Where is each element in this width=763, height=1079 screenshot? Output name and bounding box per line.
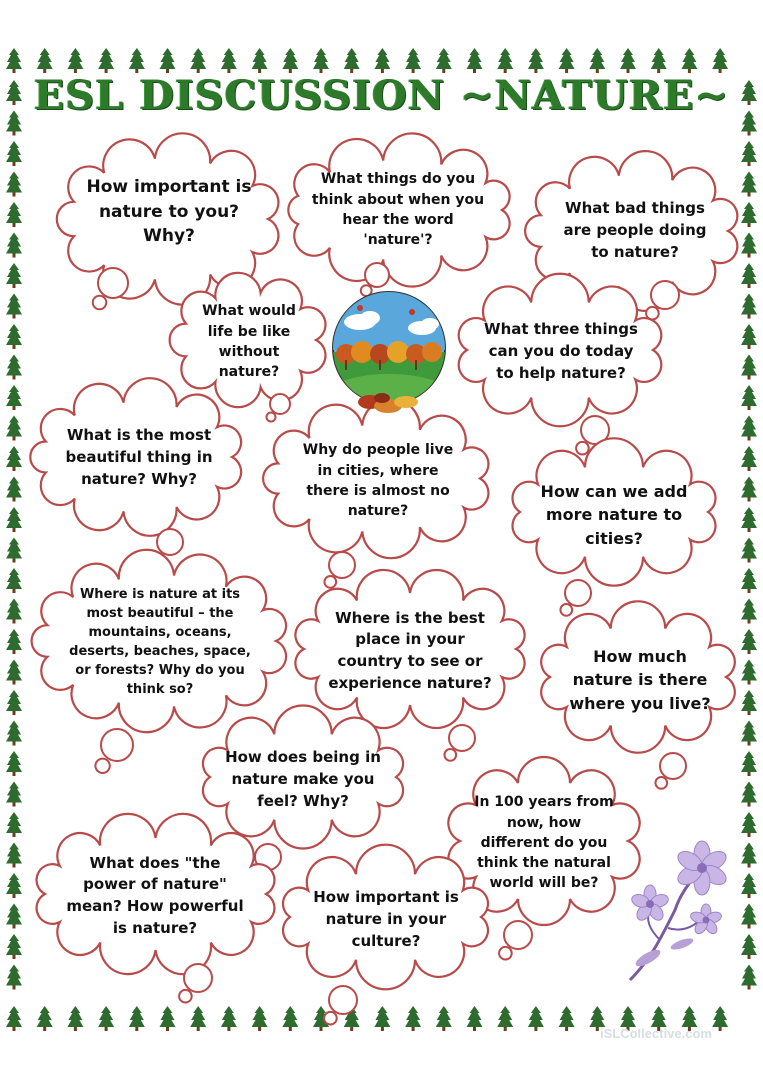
question-text: Where is nature at its most beautiful – the mountains, oceans, deserts, beaches, space, or forests? Why do you think so? (69, 587, 251, 697)
question-text: What bad things are people doing to nature? (563, 199, 707, 261)
pine-tree-icon (6, 568, 22, 593)
question-text: What would life be like without nature? (202, 303, 296, 381)
pine-tree-icon (741, 263, 757, 288)
nature-globe-icon (330, 290, 448, 415)
pine-tree-icon (741, 751, 757, 776)
pine-tree-icon (37, 1006, 53, 1031)
question-text: How important is nature to you? Why? (86, 177, 252, 247)
pine-tree-icon (6, 721, 22, 746)
pine-tree-icon (6, 507, 22, 532)
question-bubble-11 (538, 616, 738, 746)
question-text: How important is nature in your culture? (313, 888, 459, 950)
pine-tree-icon (741, 80, 757, 105)
question-bubble-15 (278, 862, 493, 980)
cloud-tail-large (101, 729, 133, 761)
pine-tree-icon (6, 965, 22, 990)
pine-tree-icon (6, 477, 22, 502)
pine-tree-icon (98, 1006, 114, 1031)
pine-tree-icon (497, 1006, 513, 1031)
pine-tree-icon (741, 324, 757, 349)
pine-tree-icon (528, 48, 544, 73)
cloud-tail-large (660, 753, 686, 779)
pine-tree-icon (6, 141, 22, 166)
pine-tree-icon (741, 782, 757, 807)
question-bubble-8 (508, 455, 720, 577)
pine-tree-icon (559, 48, 575, 73)
pine-tree-icon (6, 1006, 22, 1031)
pine-tree-icon (528, 1006, 544, 1031)
cloud-tail-small (95, 759, 109, 773)
pine-tree-icon (589, 48, 605, 73)
pine-tree-icon (6, 355, 22, 380)
pine-tree-icon (6, 843, 22, 868)
pine-tree-icon (436, 1006, 452, 1031)
pine-tree-icon (6, 172, 22, 197)
pine-tree-icon (6, 751, 22, 776)
cloud-tail-large (184, 964, 212, 992)
pine-tree-icon (282, 1006, 298, 1031)
pine-tree-icon (221, 48, 237, 73)
cloud-tail-large (449, 725, 475, 751)
question-text: Why do people live in cities, where there is almost no nature? (302, 442, 454, 520)
cloud-tail-small (560, 604, 572, 616)
pine-tree-icon (67, 1006, 83, 1031)
question-text: How does being in nature make you feel? Why? (225, 748, 381, 810)
pine-tree-icon (681, 48, 697, 73)
pine-tree-icon (741, 202, 757, 227)
pine-tree-icon (497, 48, 513, 73)
pine-tree-icon (129, 1006, 145, 1031)
cloud-tail-large (329, 552, 355, 578)
pine-tree-icon (6, 660, 22, 685)
pine-tree-icon (741, 721, 757, 746)
pine-tree-icon (741, 172, 757, 197)
pine-tree-icon (374, 1006, 390, 1031)
cloud-tail-small (324, 1012, 337, 1025)
question-text: What does "the power of nature" mean? How powerful is nature? (66, 853, 244, 937)
cloud-tail-large (504, 921, 532, 949)
cloud-tail-large (365, 263, 389, 287)
pine-tree-icon (252, 48, 268, 73)
question-bubble-14 (33, 828, 278, 968)
question-bubble-4 (170, 282, 328, 406)
pine-tree-icon (405, 48, 421, 73)
pine-tree-icon (6, 263, 22, 288)
pine-tree-icon (405, 1006, 421, 1031)
cloud-tail-small (93, 296, 107, 310)
pine-tree-icon (741, 416, 757, 441)
page-title: ESL DISCUSSION ~NATURE~ (33, 72, 730, 119)
question-bubble-7 (262, 415, 492, 550)
pine-tree-icon (651, 48, 667, 73)
pine-tree-icon (6, 416, 22, 441)
pine-tree-icon (712, 48, 728, 73)
pine-tree-icon (6, 629, 22, 654)
pine-tree-icon (741, 568, 757, 593)
cloud-tail-small (179, 990, 192, 1003)
question-text: What things do you think about when you hear the word 'nature'? (311, 171, 485, 249)
pine-tree-icon (6, 202, 22, 227)
question-bubble-9 (32, 565, 288, 725)
pine-tree-icon (741, 812, 757, 837)
question-text: How can we add more nature to cities? (540, 482, 688, 548)
pine-tree-icon (6, 812, 22, 837)
cloud-tail-small (499, 947, 512, 960)
pine-tree-icon (221, 1006, 237, 1031)
pine-tree-icon (436, 48, 452, 73)
pine-tree-icon (6, 904, 22, 929)
cloud-tail-large (329, 986, 357, 1014)
question-bubble-6 (30, 392, 244, 530)
pine-tree-icon (6, 873, 22, 898)
lilac-flower-icon (620, 840, 735, 985)
pine-tree-icon (467, 1006, 483, 1031)
pine-tree-icon (313, 48, 329, 73)
pine-tree-icon (741, 538, 757, 563)
pine-tree-icon (741, 385, 757, 410)
pine-tree-icon (190, 48, 206, 73)
pine-tree-icon (741, 294, 757, 319)
question-bubble-12 (198, 722, 408, 840)
pine-tree-icon (6, 385, 22, 410)
pine-tree-icon (344, 48, 360, 73)
pine-tree-icon (6, 599, 22, 624)
pine-tree-icon (559, 1006, 575, 1031)
question-text: What is the most beautiful thing in nature? Why? (65, 426, 213, 488)
pine-tree-icon (67, 48, 83, 73)
pine-tree-icon (741, 507, 757, 532)
question-bubble-10 (292, 583, 528, 723)
pine-tree-icon (6, 690, 22, 715)
pine-tree-icon (6, 48, 22, 73)
question-text: In 100 years from now, how different do you think the natural world will be? (474, 794, 614, 892)
pine-tree-icon (98, 48, 114, 73)
pine-tree-icon (741, 904, 757, 929)
pine-tree-icon (620, 48, 636, 73)
question-text: How much nature is there where you live? (569, 647, 711, 713)
pine-tree-icon (160, 1006, 176, 1031)
pine-tree-icon (6, 233, 22, 258)
pine-tree-icon (741, 355, 757, 380)
cloud-tail-small (444, 749, 456, 761)
pine-tree-icon (467, 48, 483, 73)
pine-tree-icon (6, 294, 22, 319)
pine-tree-icon (741, 141, 757, 166)
question-bubble-2 (282, 150, 514, 278)
pine-tree-icon (190, 1006, 206, 1031)
cloud-tail-small (576, 442, 589, 455)
pine-tree-icon (712, 1006, 728, 1031)
question-text: What three things can you do today to help nature? (484, 320, 638, 382)
pine-tree-icon (129, 48, 145, 73)
pine-tree-icon (282, 48, 298, 73)
cloud-tail-small (655, 777, 667, 789)
question-bubble-5 (455, 290, 665, 418)
pine-tree-icon (6, 446, 22, 471)
pine-tree-icon (741, 934, 757, 959)
watermark: iSLCollective.com (600, 1026, 712, 1041)
cloud-tail-large (565, 580, 591, 606)
pine-tree-icon (741, 873, 757, 898)
pine-tree-icon (6, 782, 22, 807)
pine-tree-icon (741, 690, 757, 715)
pine-tree-icon (6, 538, 22, 563)
pine-tree-icon (252, 1006, 268, 1031)
pine-tree-icon (741, 111, 757, 136)
pine-tree-icon (741, 965, 757, 990)
pine-tree-icon (37, 48, 53, 73)
pine-tree-icon (374, 48, 390, 73)
question-text: Where is the best place in your country to see or experience nature? (328, 608, 492, 692)
cloud-tail-large (157, 529, 183, 555)
pine-tree-icon (741, 629, 757, 654)
pine-tree-icon (741, 599, 757, 624)
cloud-tail-large (270, 394, 290, 414)
pine-tree-icon (741, 660, 757, 685)
pine-tree-icon (6, 934, 22, 959)
pine-tree-icon (160, 48, 176, 73)
pine-tree-icon (741, 446, 757, 471)
pine-tree-icon (741, 843, 757, 868)
pine-tree-icon (741, 233, 757, 258)
cloud-tail-large (98, 268, 128, 298)
pine-tree-icon (6, 324, 22, 349)
pine-tree-icon (741, 477, 757, 502)
